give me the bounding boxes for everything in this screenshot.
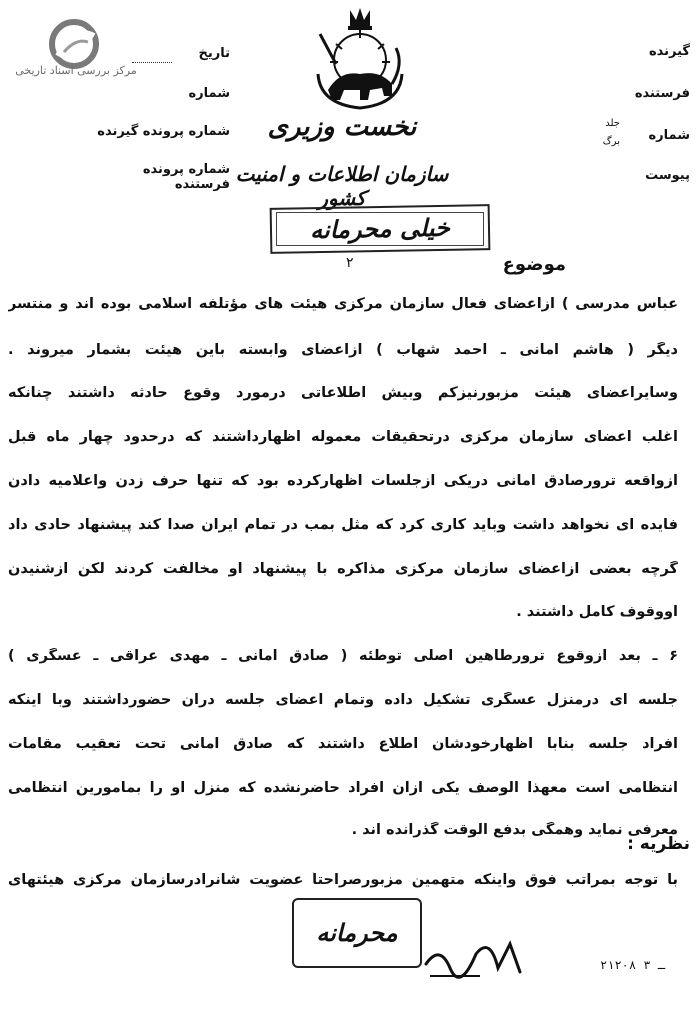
- watermark-text: مرکز بررسی اسناد تاریخی: [15, 64, 137, 77]
- date-dotline: [132, 62, 172, 63]
- body-line: گرچه بعضی ازاعضای سازمان مرکزی مذاکره با پیشنهاد او مخالفت کردند لکن ازشنیدن: [8, 561, 678, 577]
- recipient-file-number-label: شماره پرونده گیرنده: [97, 124, 230, 139]
- body-line: ۶ ـ بعد ازوقوع ترورطاهین اصلی توطئه ( صادق امانی ـ مهدی عراقی ـ عسگری ): [8, 648, 678, 664]
- body-line: افراد جلسه بنابا اظهارخودشان اطلاع داشتند که صادق امانی تحت تعقیب مقامات: [8, 736, 678, 752]
- body-line: فایده ای نخواهد داشت وباید کاری کرد که مثل بمب در تمام ایران صدا کند پیشنهاد حادی داد: [8, 517, 678, 533]
- stamp-inner-border: [276, 212, 484, 246]
- number-label-left: شماره: [188, 86, 230, 101]
- number-label-right: شماره: [648, 128, 690, 143]
- closing-line: با توجه بمراتب فوق واینکه متهمین مزبورصراحتاً عضویت شانرادرسازمان مرکزی هیئتهای: [8, 872, 678, 888]
- organization-title: نخست وزیری: [267, 112, 417, 142]
- body-line: وسایراعضای هیئت مزبورنیزکم وبیش اطلاعاتی درمورد وقوع حادثه داشتند چنانکه: [8, 385, 678, 401]
- sender-label: فرستنده: [634, 86, 690, 101]
- opinion-heading: نظریه :: [627, 834, 690, 854]
- volume-label: جلد: [605, 118, 620, 129]
- body-line: انتظامی است معهذا الوصف یکی ازآن افراد حاضرنشده که منزل او را بمامورین انتظامی: [8, 780, 678, 796]
- body-line: عباس مدرسی ) ازاعضای فعال سازمان مرکزی هیئت های مؤتلفه اسلامی بوده اند و منتسر: [8, 296, 678, 312]
- date-label: تاریخ: [198, 46, 230, 61]
- body-line: اووقوف کامل داشتند .: [516, 604, 678, 620]
- recipient-label: گیرنده: [648, 44, 690, 59]
- body-line: جلسه ای درمنزل عسگری تشکیل داده وتمام اعضای جلسه درآن حضورداشتند وبا اینکه: [8, 692, 678, 708]
- sheet-label: برگ: [602, 136, 620, 147]
- lion-and-sun-emblem-icon: [300, 4, 420, 116]
- classification-stamp: خیلی محرمانه: [270, 204, 491, 254]
- subject-label: موضوع: [502, 254, 566, 275]
- body-line: ازواقعه ترورصادق امانی دریکی ازجلسات اظهارکرده بود که تنها حرف زدن واعلامیه دادن: [8, 473, 678, 489]
- handwritten-signature: [420, 924, 530, 984]
- stamp-mark: ۲: [346, 255, 354, 271]
- body-line: معرفی نماید وهمگی بدفع الوقت گذرانده اند .: [351, 822, 678, 838]
- document-code: ۲۱۲۰۸ ـ ۳: [600, 958, 666, 972]
- confidential-stamp: محرمانه: [292, 898, 422, 968]
- attachment-label: پیوست: [645, 168, 690, 183]
- body-line: دیگر ( هاشم امانی ـ احمد شهاب ) ازاعضای وابسته باین هیئت بشمار میروند .: [8, 342, 678, 358]
- organization-subtitle: سازمان اطلاعات و امنیت کشور: [235, 162, 449, 210]
- sender-file-number-label: شماره پرونده فرستنده: [142, 162, 230, 192]
- body-line: اغلب اعضای سازمان مرکزی درتحقیقات معموله اظهارداشتند که درحدود چهار ماه قبل: [8, 429, 678, 445]
